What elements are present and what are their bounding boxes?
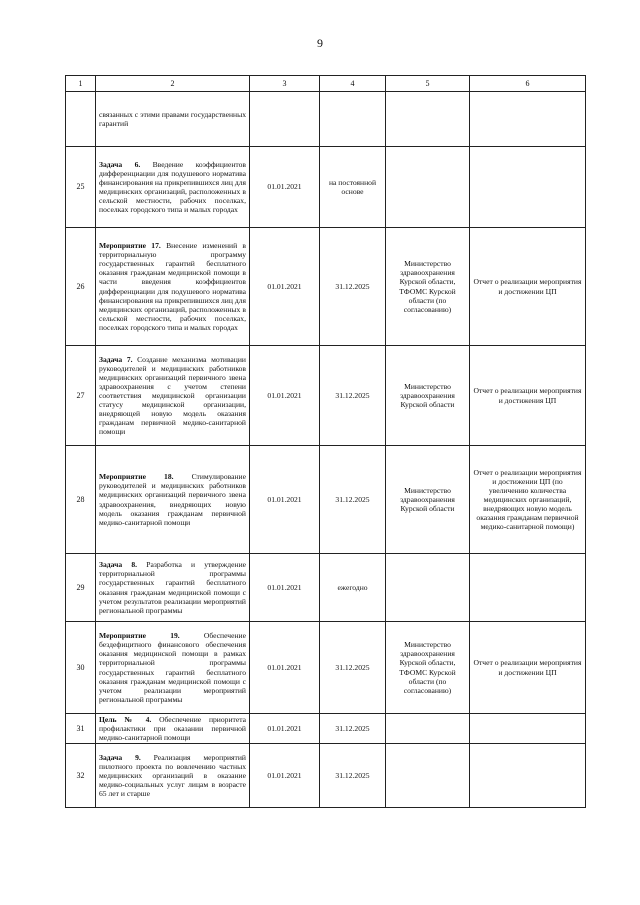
row-number: 27 (66, 346, 96, 446)
plan-table (65, 75, 586, 808)
page-number: 9 (317, 36, 323, 50)
row-end-date: 31.12.2025 (320, 446, 386, 554)
row-result (470, 92, 586, 147)
header-col-5: 5 (386, 76, 470, 92)
row-name (96, 446, 250, 554)
row-result: Отчет о реализации мероприятия и достижения ЦП (470, 346, 586, 446)
table-row (66, 228, 586, 346)
row-description: Обеспечение приоритета профилактики при оказании первичной медико-санитарной помощи (99, 715, 246, 743)
row-end-date: на постоянной основе (320, 147, 386, 228)
table-row (66, 554, 586, 622)
row-name (96, 92, 250, 147)
row-name (96, 622, 250, 714)
row-end-date: 31.12.2025 (320, 744, 386, 808)
row-number: 32 (66, 744, 96, 808)
table-row (66, 622, 586, 714)
table-header-row (66, 76, 586, 92)
row-end-date: 31.12.2025 (320, 228, 386, 346)
table-row (66, 446, 586, 554)
row-result: Отчет о реализации мероприятия и достижении ЦП (470, 228, 586, 346)
row-start-date: 01.01.2021 (250, 346, 320, 446)
row-end-date: ежегодно (320, 554, 386, 622)
row-name (96, 744, 250, 808)
row-executor (386, 147, 470, 228)
row-end-date (320, 92, 386, 147)
row-title: Задача 9. (99, 753, 141, 763)
row-description: Стимулирование руководителей и медицинских работников медицинских организаций первичного звена здравоохранения, внедряющих новую модель оказания гражданам первичной медико-санитарной помощи (99, 472, 246, 527)
row-start-date: 01.01.2021 (250, 228, 320, 346)
row-title: Задача 6. (99, 159, 141, 169)
row-end-date: 31.12.2025 (320, 714, 386, 744)
row-end-date: 31.12.2025 (320, 622, 386, 714)
table-row (66, 147, 586, 228)
row-title: Задача 8. (99, 560, 138, 570)
row-start-date: 01.01.2021 (250, 744, 320, 808)
row-description: Обеспечение бездефицитного финансового обеспечения оказания медицинской помощи в рамках территориальной программы государственных гарантий бесплатного оказания гражданам медицинской помощи с учетом реализации мероприятий региональной программы (99, 631, 246, 704)
row-title: Мероприятие 17. (99, 240, 161, 250)
row-name (96, 346, 250, 446)
row-executor (386, 554, 470, 622)
row-result (470, 147, 586, 228)
header-col-1: 1 (66, 76, 96, 92)
header-col-3: 3 (250, 76, 320, 92)
row-executor (386, 92, 470, 147)
table-row (66, 346, 586, 446)
table-row (66, 744, 586, 808)
row-start-date: 01.01.2021 (250, 622, 320, 714)
row-executor: Министерство здравоохранения Курской области (386, 446, 470, 554)
table-row (66, 92, 586, 147)
row-executor: Министерство здравоохранения Курской области, ТФОМС Курской области (по согласованию) (386, 622, 470, 714)
row-executor (386, 744, 470, 808)
row-end-date: 31.12.2025 (320, 346, 386, 446)
row-name (96, 228, 250, 346)
row-start-date (250, 92, 320, 147)
row-description: Разработка и утверждение территориальной программы государственных гарантий бесплатного оказания гражданам медицинской помощи с учетом результатов реализации мероприятий региональной программы (99, 560, 246, 615)
row-title: Мероприятие 19. (99, 631, 180, 641)
row-number: 31 (66, 714, 96, 744)
header-col-6: 6 (470, 76, 586, 92)
row-executor (386, 714, 470, 744)
row-executor: Министерство здравоохранения Курской области, ТФОМС Курской области (по согласованию) (386, 228, 470, 346)
row-title: Задача 7. (99, 354, 133, 364)
row-number: 30 (66, 622, 96, 714)
row-result (470, 744, 586, 808)
row-title: Мероприятие 18. (99, 472, 174, 482)
header-col-2: 2 (96, 76, 250, 92)
row-number: 28 (66, 446, 96, 554)
row-description: Внесение изменений в территориальную программу государственных гарантий бесплатного оказания гражданам медицинской помощи в части введения коэффициентов дифференциации для подушевого норматива финансирования на прикрепившихся лиц для медицинских организаций, расположенных в сельской местности, рабочих поселках, поселках городского типа и малых городах (99, 240, 246, 332)
row-start-date: 01.01.2021 (250, 554, 320, 622)
row-result: Отчет о реализации мероприятия и достижении ЦП (470, 622, 586, 714)
row-name (96, 714, 250, 744)
row-description: связанных с этими правами государственных гарантий (99, 109, 246, 128)
row-title: Цель № 4. (99, 715, 152, 724)
row-number: 26 (66, 228, 96, 346)
table-row (66, 714, 586, 744)
row-result (470, 554, 586, 622)
row-number: 25 (66, 147, 96, 228)
row-name (96, 554, 250, 622)
row-description: Реализация мероприятий пилотного проекта по вовлечению частных медицинских организаций в оказание медико-социальных услуг лицам в возрасте 65 лет и старше (99, 753, 246, 799)
row-start-date: 01.01.2021 (250, 446, 320, 554)
header-col-4: 4 (320, 76, 386, 92)
row-start-date: 01.01.2021 (250, 714, 320, 744)
row-result: Отчет о реализации мероприятия и достижении ЦП (по увеличению количества медицинских организаций, внедряющих новую модель оказания гражданам первичной медико-санитарной помощи) (470, 446, 586, 554)
row-start-date: 01.01.2021 (250, 147, 320, 228)
row-result (470, 714, 586, 744)
row-number: 29 (66, 554, 96, 622)
row-executor: Министерство здравоохранения Курской области (386, 346, 470, 446)
row-name (96, 147, 250, 228)
row-description: Введение коэффициентов дифференциации для подушевого норматива финансирования на прикрепившихся лиц для медицинских организаций, расположенных в сельской местности, рабочих поселках, поселках городского типа и малых городах (99, 159, 246, 215)
row-description: Создание механизма мотивации руководителей и медицинских работников медицинских организаций первичного звена здравоохранения с учетом степени соответствия медицинской организации статусу медицинской организации, внедряющей новую модель оказания гражданам первичной медико-санитарной помощи (99, 354, 246, 437)
row-number (66, 92, 96, 147)
